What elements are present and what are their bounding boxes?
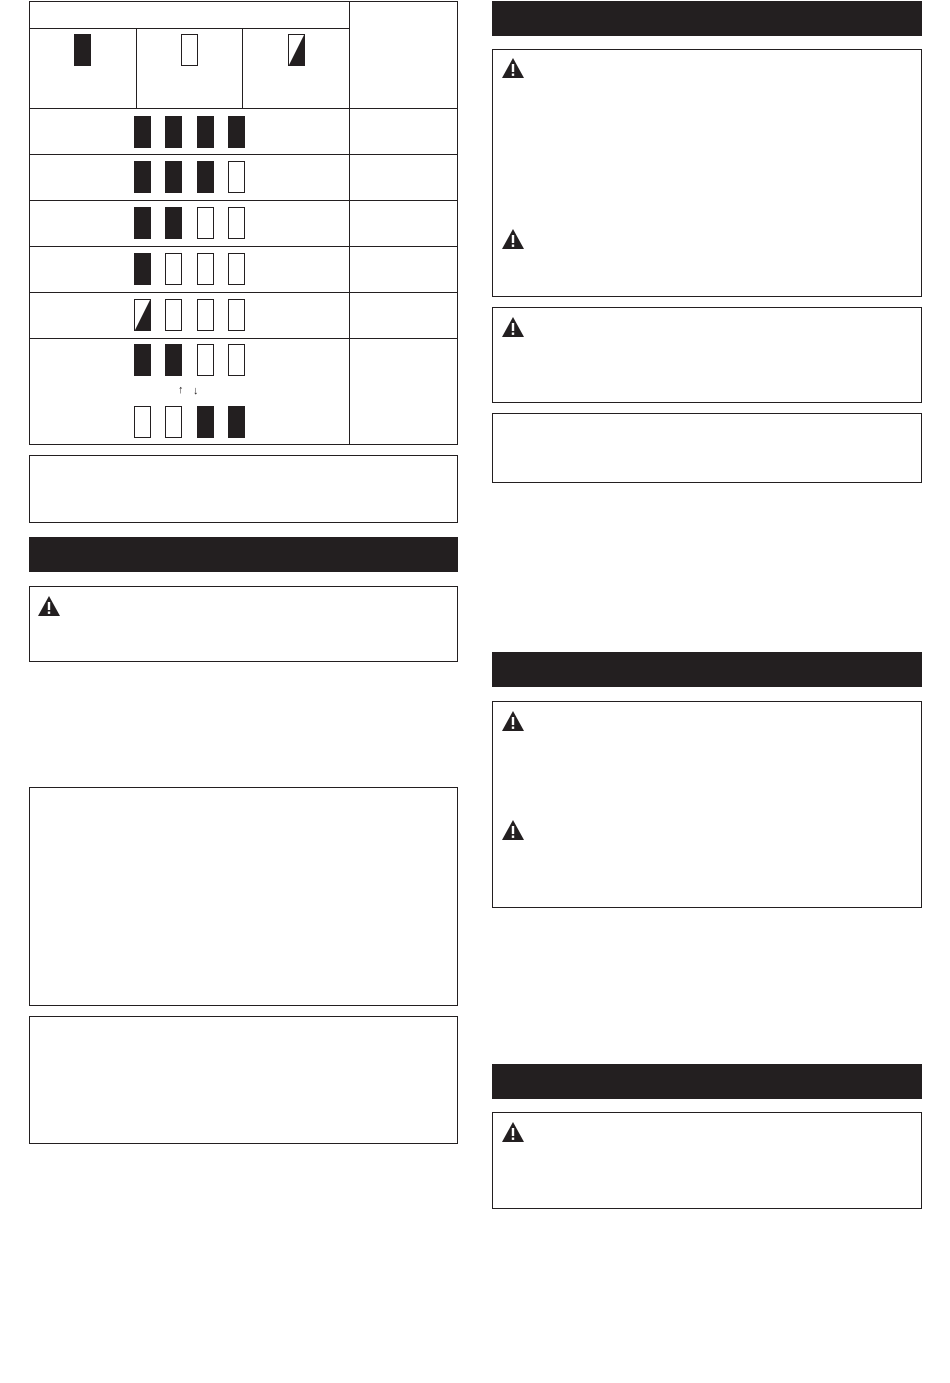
indicator-lit-icon (197, 161, 214, 193)
arrow-down-icon: ↓ (193, 385, 199, 397)
indicator-lit-icon (197, 406, 214, 438)
indicator-off-icon (197, 207, 214, 239)
indicator-lit-icon (165, 116, 182, 148)
warning-triangle-icon (501, 57, 525, 79)
indicator-off-icon (197, 253, 214, 285)
indicator-off-icon (228, 299, 245, 331)
indicator-lit-icon (165, 207, 182, 239)
arrow-up-icon: ↑ (178, 384, 184, 396)
table-row-line (29, 338, 458, 339)
table-row-line (29, 292, 458, 293)
table-divider (242, 28, 243, 108)
indicator-off-icon (228, 161, 245, 193)
indicator-off-icon (181, 34, 198, 66)
table-row-line (29, 246, 458, 247)
indicator-lit-icon (165, 344, 182, 376)
warning-triangle-icon (501, 228, 525, 250)
table-row-line (29, 200, 458, 201)
note-box (29, 787, 458, 1006)
warning-triangle-icon (501, 1121, 525, 1143)
indicator-off-icon (228, 207, 245, 239)
indicator-off-icon (197, 299, 214, 331)
table-divider (136, 28, 137, 108)
note-box (29, 455, 458, 523)
indicator-off-icon (228, 253, 245, 285)
indicator-off-icon (165, 299, 182, 331)
note-box (492, 413, 922, 483)
table-divider (349, 1, 350, 445)
section-heading-bar (29, 537, 458, 572)
table-row-line (29, 154, 458, 155)
indicator-lit-icon (134, 207, 151, 239)
indicator-blinking-icon (288, 34, 305, 66)
warning-triangle-icon (501, 316, 525, 338)
section-heading-bar (492, 652, 922, 687)
indicator-lit-icon (228, 116, 245, 148)
table-divider (29, 28, 350, 29)
indicator-lit-icon (197, 116, 214, 148)
indicator-off-icon (165, 253, 182, 285)
indicator-lit-icon (134, 253, 151, 285)
caution-box (492, 307, 922, 403)
indicator-lit-icon (134, 161, 151, 193)
warning-box (492, 701, 922, 908)
warning-triangle-icon (501, 710, 525, 732)
indicator-lit-icon (74, 34, 91, 66)
warning-triangle-icon (501, 819, 525, 841)
section-heading-bar (492, 1064, 922, 1099)
indicator-off-icon (197, 344, 214, 376)
indicator-blinking-icon (134, 299, 151, 331)
indicator-lit-icon (228, 406, 245, 438)
indicator-lit-icon (134, 116, 151, 148)
indicator-off-icon (228, 344, 245, 376)
caution-box (29, 586, 458, 662)
warning-triangle-icon (37, 595, 61, 617)
warning-box (492, 49, 922, 297)
table-row-line (29, 108, 458, 109)
caution-box (492, 1112, 922, 1209)
note-box (29, 1016, 458, 1144)
section-heading-bar (492, 1, 922, 36)
indicator-lit-icon (165, 161, 182, 193)
indicator-off-icon (165, 406, 182, 438)
indicator-off-icon (134, 406, 151, 438)
indicator-lit-icon (134, 344, 151, 376)
